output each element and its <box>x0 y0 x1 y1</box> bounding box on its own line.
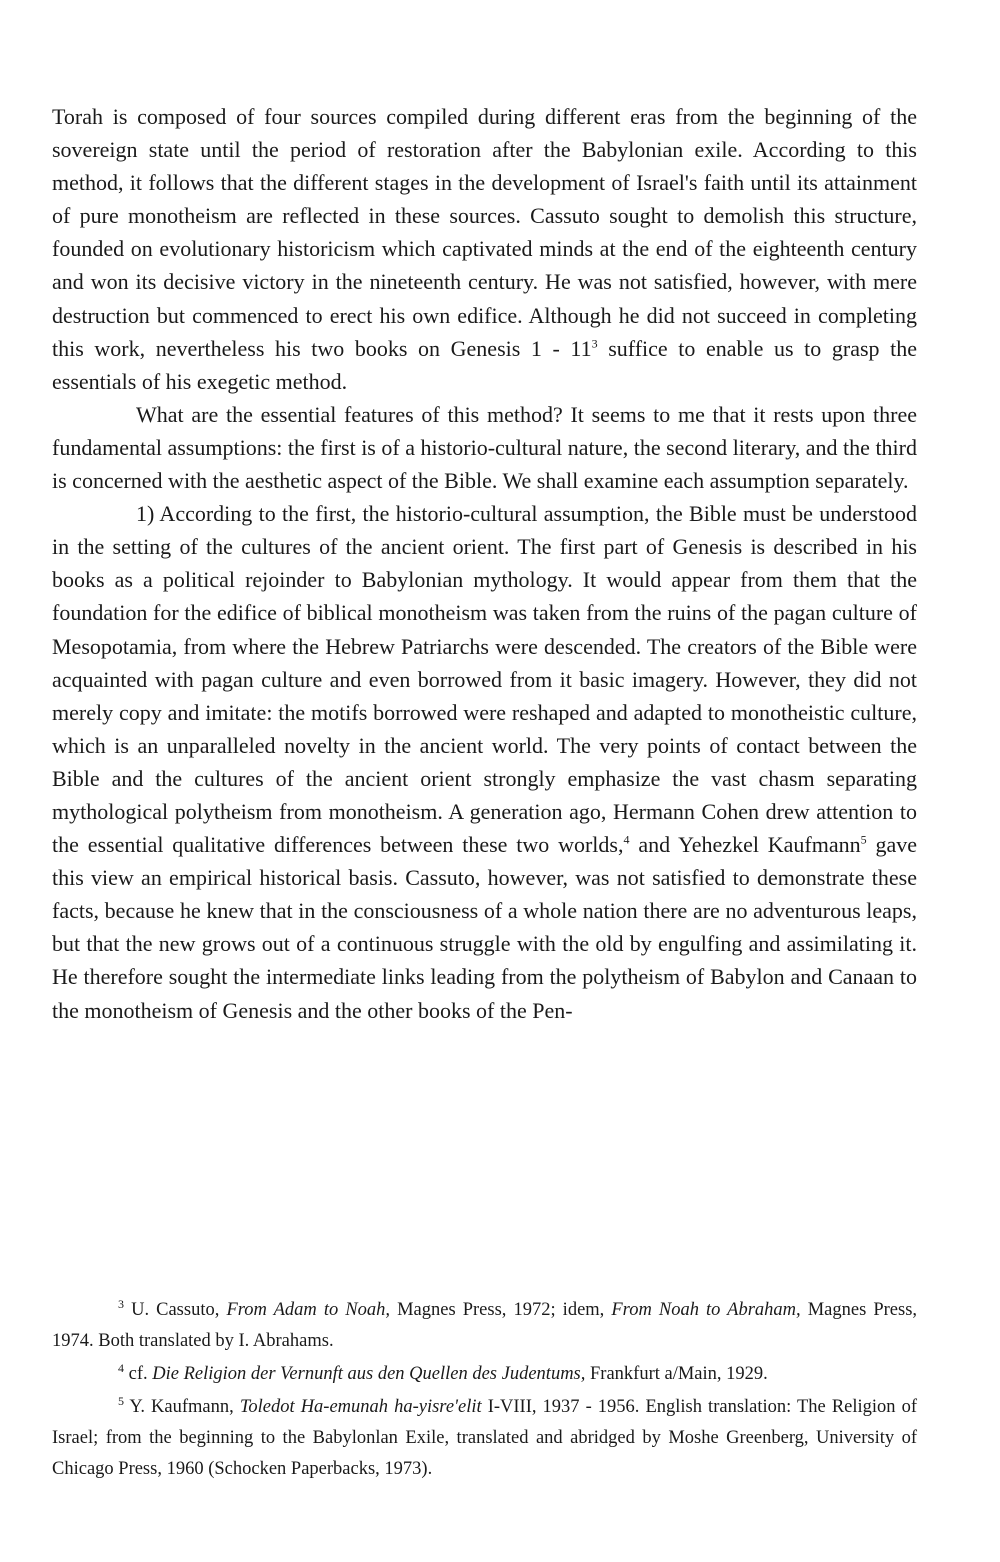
paragraph-1-text-a: Torah is composed of four sources compiled during different eras from the beginning of the sovereign state until the period of restoration after the Babylonian exile. According to this method, it follows that the different stages in the development of Israel's faith until its attainment of pure monotheism are reflected in these sources. Cassuto sought to demolish this structure, founded on evolutionary historicism which captivated minds at the end of the eighteenth century and won its decisive victory in the nineteenth century. He was not satisfied, however, with mere destruction but commenced to erect his own edifice. Although he did not succeed in completing this work, nevertheless his two books on Genesis 1 - 11 <box>52 104 917 361</box>
footnote-5-mark: 5 <box>118 1393 124 1408</box>
footnote-3-mark: 3 <box>118 1296 124 1311</box>
footnote-3-text-1: U. Cassuto, <box>131 1300 220 1320</box>
footnotes <box>52 1295 917 1487</box>
footnote-4-text-1: cf. <box>128 1364 148 1384</box>
paragraph-3 <box>52 497 917 1027</box>
footnote-3-text-2: Magnes Press, 1972; idem, <box>397 1300 605 1320</box>
footnote-ref-3: 3 <box>591 336 598 351</box>
footnote-4-text-2: Frankfurt a/Main, 1929. <box>590 1364 768 1384</box>
main-text <box>52 100 917 1027</box>
paragraph-1-text-b: suffice to enable us to grasp the essentials of his exegetic method. <box>52 335 918 394</box>
footnote-3-text-3: Magnes Press, 1974. Both translated by I. Abrahams. <box>52 1300 918 1351</box>
paragraph-2: What are the essential features of this method? It seems to me that it rests upon three fundamental assumptions: the first is of a historio-cultural nature, the second literary, and the third is concerned with the aesthetic aspect of the Bible. We shall examine each assumption separately. <box>52 401 917 494</box>
footnote-ref-5: 5 <box>860 832 867 847</box>
footnote-3-title-2: From Noah to Abraham, <box>611 1300 801 1320</box>
paragraph-3-text-b: and Yehezkel Kaufmann <box>638 832 861 858</box>
paragraph-1 <box>52 100 917 398</box>
footnote-4-mark: 4 <box>118 1360 124 1375</box>
footnote-5-text-1: Y. Kaufmann, <box>129 1397 234 1417</box>
footnote-3 <box>52 1295 917 1357</box>
footnote-5 <box>52 1392 917 1485</box>
footnote-ref-4: 4 <box>623 832 630 847</box>
paragraph-3-text-c: gave this view an empirical historical basis. Cassuto, however, was not satisfied to demonstrate these facts, because he knew that in the consciousness of a whole nation there are no adventurous leaps, but that the new grows out of a continuous struggle with the old by engulfing and assimilating it. He therefore sought the intermediate links leading from the polytheism of Babylon and Canaan to the monotheism of Genesis and the other books of the Pen- <box>52 832 917 1023</box>
footnote-5-text-2: I-VIII, 1937 - 1956. English translation: The Religion of Israel; from the beginning to the Babylonlan Exile, translated and abridged by Moshe Greenberg, University of Chicago Press, 1960 (Schocken Paperbacks, 1973). <box>52 1397 918 1479</box>
footnote-5-title: Toledot Ha-emunah ha-yisre'elit <box>239 1397 482 1417</box>
footnote-4-title: Die Religion der Vernunft aus den Quellen des Judentums, <box>152 1364 586 1384</box>
paragraph-3-text-a: 1) According to the first, the historio-cultural assumption, the Bible must be understood in the setting of the cultures of the ancient orient. The first part of Genesis is described in his books as a political rejoinder to Babylonian mythology. It would appear from them that the foundation for the edifice of biblical monotheism was taken from the ruins of the pagan culture of Mesopotamia, from where the Hebrew Patriarchs were descended. The creators of the Bible were acquainted with pagan culture and even borrowed from it basic imagery. However, they did not merely copy and imitate: the motifs borrowed were reshaped and adapted to monotheistic culture, which is an unparalleled novelty in the ancient world. The very points of contact between the Bible and the cultures of the ancient orient strongly emphasize the vast chasm separating mythological polytheism from monotheism. A generation ago, Hermann Cohen drew attention to the essential qualitative differences between these two worlds, <box>52 501 917 858</box>
footnote-3-title-1: From Adam to Noah, <box>226 1300 390 1320</box>
footnote-4 <box>52 1359 917 1390</box>
